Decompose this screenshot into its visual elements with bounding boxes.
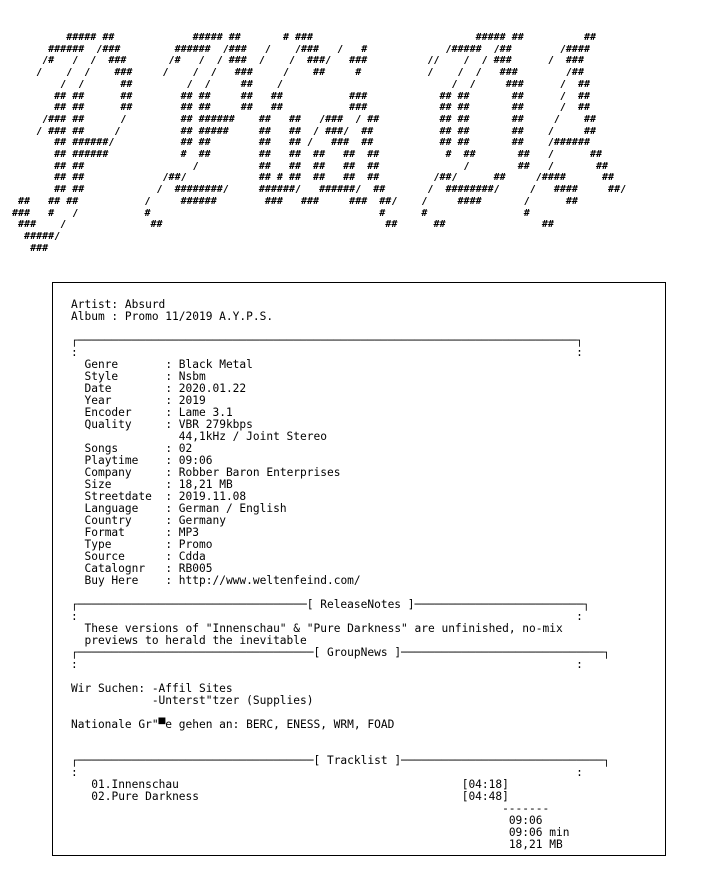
info-label: Buy Here (84, 574, 139, 587)
info-value: Robber Baron Enterprises (178, 466, 341, 479)
info-value: 09:06 (178, 454, 213, 467)
track-number: 02 (91, 790, 105, 803)
info-label: Format (84, 526, 125, 539)
info-value: 2019 (178, 394, 206, 407)
track-title: Innenschau (111, 778, 179, 791)
total-playtime: 09:06 (508, 814, 543, 827)
info-label: Source (84, 550, 125, 563)
info-label: Language (84, 502, 139, 515)
info-row: Catalognr : RB005 (84, 562, 213, 575)
info-label: Date (84, 382, 112, 395)
info-value: Black Metal (178, 358, 253, 371)
info-label: Country (84, 514, 132, 527)
release-notes-marker: : : (71, 610, 583, 623)
info-value: 02 (178, 442, 193, 455)
info-label: Quality (84, 418, 132, 431)
info-row: Year : 2019 (84, 394, 206, 407)
tracklist-divider: ┌───────────────────────────────────[ Tracklist ]──────────────────────────────┐ (71, 754, 610, 767)
group-news-line: -Unterst"tzer (Supplies) (71, 694, 314, 707)
info-value: 44,1kHz / Joint Stereo (178, 430, 327, 443)
info-value: 2019.11.08 (178, 490, 247, 503)
info-row: Buy Here : http://www.weltenfeind.com/ (84, 574, 361, 587)
info-row: Language : German / English (84, 502, 287, 515)
info-value: Cdda (178, 550, 206, 563)
info-row: Source : Cdda (84, 550, 206, 563)
info-value: http://www.weltenfeind.com/ (178, 574, 361, 587)
info-row: Genre : Black Metal (84, 358, 253, 371)
total-size: 18,21 MB (508, 838, 563, 851)
album-line: Album : Promo 11/2019 A.Y.P.S. (71, 310, 274, 323)
info-row: Company : Robber Baron Enterprises (84, 466, 341, 479)
info-value: RB005 (178, 562, 213, 575)
info-value: VBR 279kbps (178, 418, 253, 431)
info-label: Type (84, 538, 112, 551)
release-notes-line: These versions of "Innenschau" & "Pure Darkness" are unfinished, no-mix (84, 622, 563, 635)
track-length: 04:48 (468, 790, 503, 803)
info-value: 2020.01.22 (178, 382, 247, 395)
info-row: Country : Germany (84, 514, 226, 527)
track-title: Pure Darkness (111, 790, 200, 803)
info-label: Catalognr (84, 562, 146, 575)
tracklist-title: Tracklist (326, 754, 388, 767)
release-notes-line: previews to herald the inevitable (84, 634, 307, 647)
info-value: Promo (178, 538, 213, 551)
info-label: Company (84, 466, 132, 479)
info-value: Germany (178, 514, 226, 527)
artist-line: Artist: Absurd (71, 298, 166, 311)
track-number: 01 (91, 778, 105, 791)
info-value: MP3 (178, 526, 200, 539)
group-news-line: Nationale Gr"▀e gehen an: BERC, ENESS, WRM, FOAD (71, 718, 395, 731)
group-news-line: Wir Suchen: -Affil Sites (71, 682, 233, 695)
info-row: Songs : 02 (84, 442, 193, 455)
info-row: Type : Promo (84, 538, 213, 551)
nfo-text-body (71, 299, 610, 851)
ascii-logo: ##### ## ##### ## # ### ##### ## ## ###### /### ###### /### / /### / # /##### /## /#### /# / / ### /# / / ### / / ###/ ### // / / ### / ### / / / ### / / / ### / ## # / / / ### /## / / ## / / ## / / / ### / ## ## ## ## ## ## ## ## ### ## ## ## / ## ## ## ## ## ## ## ## ### ## ## ## / ## /### ## / ## ###### ## ## /### / ## ## ## ## / ## / ### ## / ## ##### ## ## / ###/ ## ## ## ## / ## ## ######/ ## ## ## ## / ### ## ## ## ## /###### ## ###### # ## ## ## ## ## ## # ## ## / ## ## ## / ## ## ## ## ## / ## / ## ## ## /##/ ## # ## ## ## ## /##/ ## /#### ## ## ## / ########/ ######/ ######/ ## / ########/ / #### ##/ ## ## ## / ###### ### ### ### ##/ / #### / ## ### # / # # # # ### / ## ## ## ## #####/ ### (12, 32, 627, 254)
info-label: Genre (84, 358, 119, 371)
info-row: Date : 2020.01.22 (84, 382, 247, 395)
info-label: Encoder (84, 406, 132, 419)
release-notes-title: ReleaseNotes (320, 598, 402, 611)
release-notes-divider: ┌──────────────────────────────────[ ReleaseNotes ]─────────────────────────┐ (71, 598, 590, 611)
info-section-top-marker: : : (71, 346, 583, 359)
info-label: Playtime (84, 454, 139, 467)
info-label: Style (84, 370, 119, 383)
total-playtime-min: 09:06 min (508, 826, 570, 839)
track-row: 02.Pure Darkness [04:48] (91, 790, 509, 803)
group-news-divider: ┌───────────────────────────────────[ GroupNews ]──────────────────────────────┐ (71, 646, 610, 659)
tracklist-marker: : : (71, 766, 583, 779)
info-label: Size (84, 478, 112, 491)
info-value: 18,21 MB (178, 478, 233, 491)
track-length: 04:18 (468, 778, 503, 791)
group-news-title: GroupNews (326, 646, 388, 659)
info-section-top-border: ┌──────────────────────────────────────────────────────────────────────────┐ (71, 334, 583, 347)
info-value: Nsbm (178, 370, 206, 383)
nfo-document (52, 282, 666, 856)
info-row: Quality : VBR 279kbps (84, 418, 253, 431)
info-row: Size : 18,21 MB (84, 478, 233, 491)
info-label: Year (84, 394, 112, 407)
info-value: German / English (178, 502, 287, 515)
info-row: Streetdate : 2019.11.08 (84, 490, 247, 503)
track-row: 01.Innenschau [04:18] (91, 778, 509, 791)
info-row: Style : Nsbm (84, 370, 206, 383)
info-row: Playtime : 09:06 (84, 454, 213, 467)
info-label: Streetdate (84, 490, 152, 503)
info-value: Lame 3.1 (178, 406, 233, 419)
group-news-marker: : : (71, 658, 583, 671)
info-row: Encoder : Lame 3.1 (84, 406, 233, 419)
info-label: Songs (84, 442, 119, 455)
total-separator: ------- (71, 802, 550, 815)
info-row: Format : MP3 (84, 526, 200, 539)
